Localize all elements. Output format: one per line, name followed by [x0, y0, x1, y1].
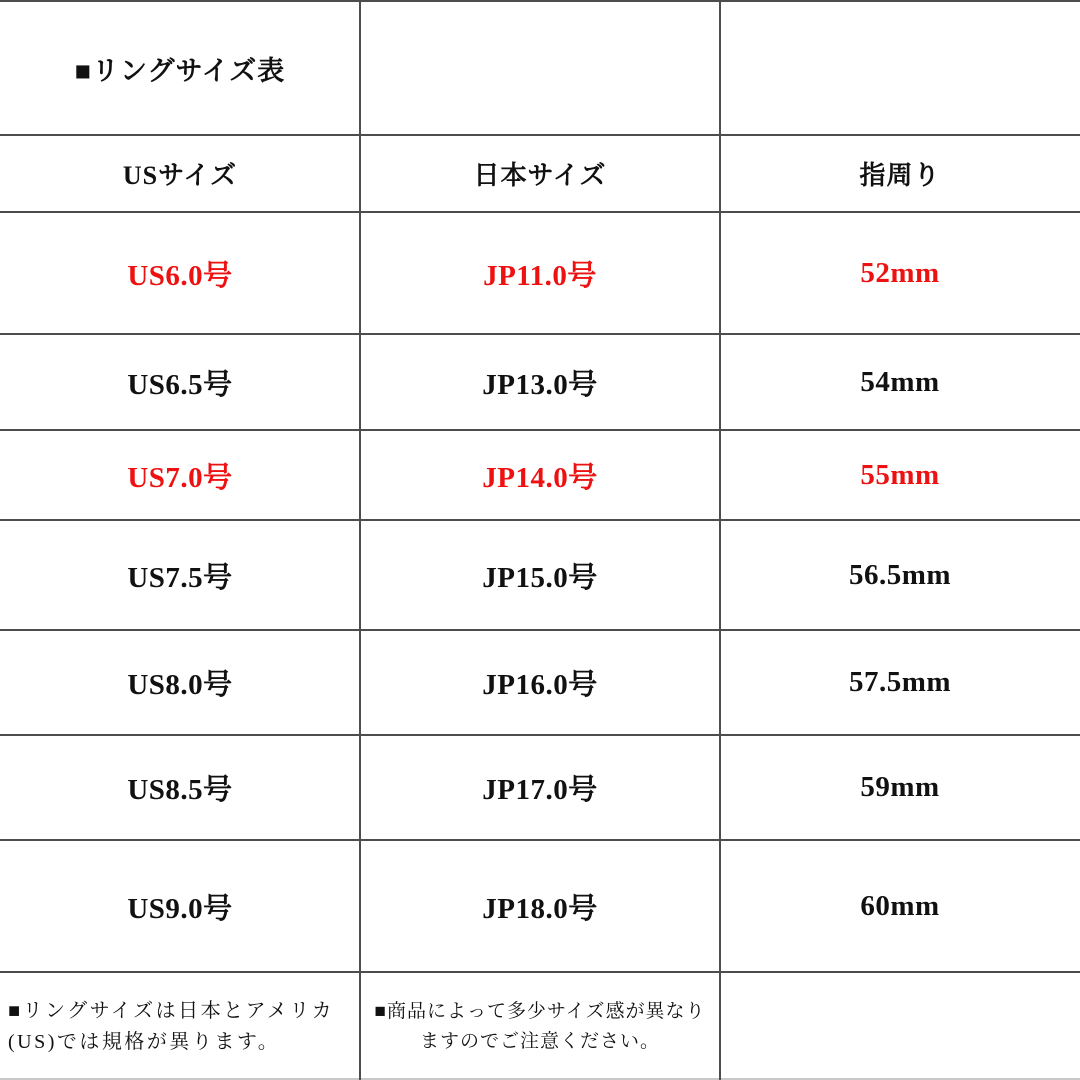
note-ring-standard	[0, 973, 360, 1080]
us-size-cell: US8.5号	[127, 774, 233, 806]
header-cell-circumference	[720, 136, 1080, 211]
circumference-cell: 55mm	[860, 458, 940, 491]
circumference-cell: 56.5mm	[848, 558, 952, 591]
note-line: (US)では規格が異ります。	[8, 1030, 281, 1053]
title-row	[0, 0, 1080, 134]
table-row	[0, 734, 1080, 839]
header-row	[0, 134, 1080, 211]
us-size-cell: US8.0号	[127, 669, 233, 701]
page-title: ■リングサイズ表	[74, 55, 286, 86]
note-line: ■リングサイズは日本とアメリカ	[8, 999, 335, 1022]
jp-size-cell: JP13.0号	[482, 368, 598, 401]
jp-size-cell: JP15.0号	[482, 561, 598, 594]
note-line: ますのでご注意ください。	[419, 1030, 660, 1052]
table-row	[0, 333, 1080, 429]
jp-size-cell: JP17.0号	[482, 774, 598, 806]
us-size-cell: US7.0号	[127, 461, 233, 494]
column-header-us-size: USサイズ	[122, 161, 238, 190]
jp-size-cell: JP14.0号	[482, 461, 598, 494]
table-row	[0, 519, 1080, 629]
column-header-circumference: 指周り	[859, 161, 941, 190]
jp-size-cell: JP11.0号	[483, 259, 597, 292]
grid-vertical-line-1	[359, 0, 361, 1080]
title-cell	[0, 2, 360, 134]
header-cell-us	[0, 136, 360, 211]
table-row	[0, 429, 1080, 519]
note-line: ■商品によって多少サイズ感が異なり	[374, 1001, 706, 1023]
notes-row	[0, 971, 1080, 1080]
note-size-variation	[360, 973, 720, 1080]
empty-cell	[720, 2, 1080, 134]
grid-vertical-line-2	[719, 0, 721, 1080]
table-row	[0, 839, 1080, 971]
column-header-jp-size: 日本サイズ	[473, 161, 607, 190]
empty-cell	[360, 2, 720, 134]
table-row	[0, 629, 1080, 734]
note-ring-standard-text	[8, 996, 334, 1058]
circumference-cell: 54mm	[860, 365, 940, 398]
note-size-variation-text	[375, 997, 706, 1056]
circumference-cell: 57.5mm	[848, 666, 952, 698]
us-size-cell: US6.0号	[127, 259, 233, 292]
us-size-cell: US7.5号	[127, 561, 233, 594]
us-size-cell: US6.5号	[127, 368, 233, 401]
circumference-cell: 59mm	[860, 771, 940, 803]
table-row	[0, 211, 1080, 333]
circumference-cell: 52mm	[860, 256, 940, 289]
us-size-cell: US9.0号	[127, 892, 233, 925]
jp-size-cell: JP16.0号	[482, 669, 598, 701]
header-cell-jp	[360, 136, 720, 211]
empty-cell	[720, 973, 1080, 1080]
circumference-cell: 60mm	[860, 889, 940, 922]
jp-size-cell: JP18.0号	[482, 892, 598, 925]
